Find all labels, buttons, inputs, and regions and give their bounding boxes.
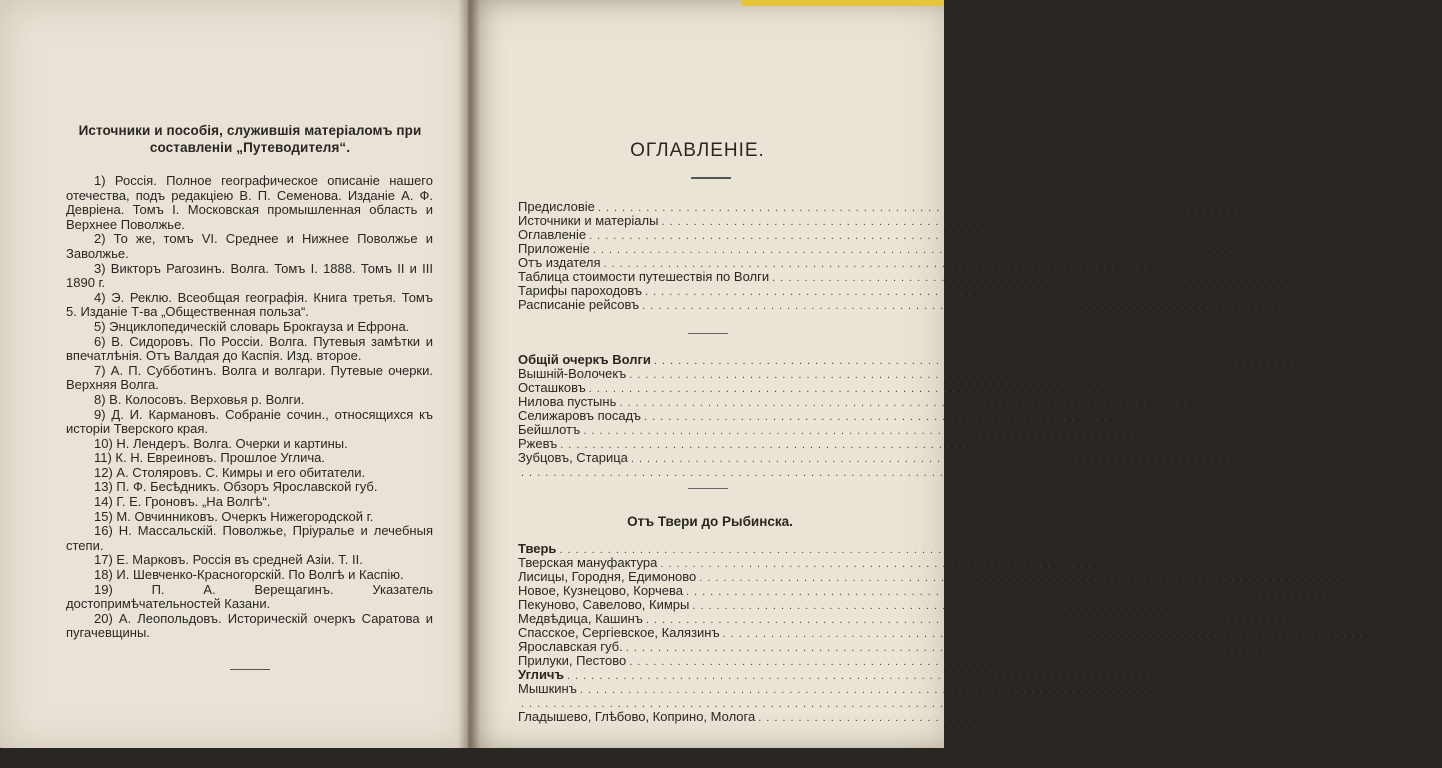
toc-entry [518,667,1237,682]
leader-dots: ................................................................................ [629,656,1274,668]
source-entry: 2) То же, томъ VI. Среднее и Нижнее Поволжье и Заволжье. [66,231,433,261]
toc-entry-label: Гладышево, Глѣбово, Коприно, Молога [518,709,756,724]
toc-entry-label: Осташковъ [518,380,586,395]
leader-dots: ................................................................................ [699,572,1344,584]
leader-dots: ................................................................................ [588,383,1234,395]
section-divider [688,488,728,489]
toc-entry-label: Тарифы пароходовъ [518,283,643,298]
yellow-page-tab [742,0,944,6]
toc-entry-label: Ярославская губ. [518,639,623,654]
section-2-title: Отъ Твери до Рыбинска. [627,514,793,529]
leader-dots: ................................................................................ [692,600,1337,612]
toc-entry-label: Селижаровъ посадъ [518,408,642,423]
toc-entry-label: Новое, Кузнецово, Корчева [518,583,683,598]
toc-entry-page: 50 [1284,653,1299,668]
toc-title: ОГЛАВЛЕНІЕ. [630,140,765,161]
sources-list [66,174,433,670]
toc-entry [518,611,1316,626]
toc-entry-label: Пекуново, Савелово, Кимры [518,597,690,612]
leader-dots: ................................................................................ [583,425,1228,437]
toc-entry-page: 28 [1176,464,1191,479]
section-divider [688,333,728,334]
source-entry: 17) Е. Марковъ. Россія въ средней Азіи. Т. II. [94,552,363,568]
toc-entry [518,597,1362,612]
toc-entry [518,436,1230,451]
toc-entry-label: Источники и матеріалы [518,213,659,228]
toc-entry-label: Мышкинъ [518,681,577,696]
toc-entry [518,555,1330,570]
toc-entry-page: 40 [1341,583,1356,598]
leader-dots: ................................................................................ [589,230,1234,242]
toc-entry [518,255,1274,270]
toc-entry-label: Тверская мануфактура [518,555,658,570]
toc-entry-page: 24 [1238,422,1253,437]
leader-dots: ................................................................................ [521,698,1166,710]
leader-dots: ................................................................................ [644,411,1289,423]
sources-title [60,122,440,156]
leader-dots: ................................................................................ [560,439,1205,451]
leader-dots: ................................................................................ [566,670,1212,682]
toc-entry-page: XIII [1292,297,1312,312]
toc-entry-label: Общій очеркъ Волги [518,352,651,367]
toc-entry-label: Медвѣдица, Кашинъ [518,611,643,626]
leader-dots: ................................................................................ [772,272,1417,284]
toc-entry [518,681,1250,696]
toc-entry [518,394,1289,409]
toc-entry-label: Бейшлотъ [518,422,581,437]
toc-entry-label: Оглавленіе [518,227,587,242]
toc-entry-page: 21 [1299,408,1314,423]
toc-entry [518,450,1301,465]
toc-front-matter [518,199,1442,312]
toc-entry-page: 50 [1222,667,1237,682]
toc-entry-label: Отъ издателя [518,255,601,270]
source-entry: 11) К. Н. Евреиновъ. Прошлое Углича. [94,450,326,466]
leader-dots: ................................................................................ [592,244,1238,256]
toc-entry-label: Ржевъ [518,436,558,451]
toc-entry-page: 29 [1315,555,1330,570]
toc-entry [518,297,1312,312]
source-entry: 6) В. Сидоровъ. По Россіи. Волга. Путевыя замѣтки и впечатлѣнія. Отъ Валдая до Каспія. Изд. второе. [66,333,433,364]
toc-entry-label: Таблица стоимости путешествія по Волги [518,269,770,284]
source-entry: 10) Н. Лендеръ. Волга. Очерки и картины. [94,435,348,451]
source-entry: 18) И. Шевченко-Красногорскій. По Волгѣ и Каспію. [94,567,404,583]
sources-title-line-1: Источники и пособія, служившія матеріаломъ при [78,123,422,138]
toc-entry [518,709,1428,724]
toc-entry-page: 1 [1291,366,1299,381]
toc-entry [518,380,1259,395]
toc-entry-label: Приложеніе [518,241,590,256]
toc-entry [518,625,1393,640]
toc-entry-page: 60 [1413,709,1428,724]
leader-dots: ................................................................................ [521,467,1166,479]
toc-entry [518,541,1204,556]
toc-entry-label: Предисловіе [518,199,595,214]
source-entry: 5) Энциклопедическій словарь Брокгауза и Ефрона. [94,318,410,334]
source-entry: 15) М. Овчинниковъ. Очеркъ Нижегородской г. [94,508,374,524]
leader-dots: ................................................................................ [686,586,1331,598]
toc-entry [518,583,1356,598]
toc-entry-page: 45 [1377,625,1393,640]
toc-entry-page: 59 [1176,695,1191,710]
leader-dots: ................................................................................ [758,712,1403,724]
title-rule [691,177,731,179]
toc-entry [518,227,1259,242]
toc-entry-page: VIII [1253,255,1274,270]
end-rule [230,669,270,670]
source-entry: 4) Э. Реклю. Всеобщая географія. Книга третья. Томъ 5. Изданіе Т-ва „Общественная польза“. [66,289,433,320]
leader-dots: ................................................................................ [629,369,1274,381]
toc-entry-page: X [1305,283,1315,298]
toc-entry-page: 37 [1354,569,1369,584]
toc-entry [518,283,1315,298]
leader-dots: ................................................................................ [625,642,1271,654]
toc-entry-label: Лисицы, Городня, Едимоново [518,569,697,584]
toc-entry-label: Зубцовъ, Старица [518,450,628,465]
toc-entry-label: Тверь [518,541,557,556]
toc-entry [518,422,1253,437]
toc-entry [518,569,1369,584]
toc-entry [518,464,1191,479]
toc-entry-page: 48 [1280,639,1296,654]
toc-section-1 [518,352,1314,479]
toc-entry [518,199,1268,214]
leader-dots: ................................................................................ [660,558,1305,570]
source-entry: 1) Россія. Полное географическое описаніе нашего отечества, подъ редакціею В. П. Семенова. Изданіе А. Ф. Девріена. Томъ I. Московская промышленная область и Верхнее Поволжье. [66,173,433,232]
toc-entry-label: Прилуки, Пестово [518,653,627,668]
toc-entry [518,639,1296,654]
toc-entry [518,269,1442,284]
toc-entry [518,366,1299,381]
leader-dots: ................................................................................ [661,216,1306,228]
toc-entry [518,695,1191,710]
source-entry: 16) Н. Массальскій. Поволжье, Пріуралье и лечебныя степи. [66,523,433,553]
toc-entry-page: 51 [1234,681,1250,696]
source-entry: 12) А. Столяровъ. С. Кимры и его обитатели. [94,464,366,480]
toc-entry-page: 41 [1347,597,1362,612]
toc-entry-label: Расписаніе рейсовъ [518,297,640,312]
leader-dots: ................................................................................ [603,258,1249,270]
toc-entry-page: 24 [1215,436,1230,451]
source-entry: 7) А. П. Субботинъ. Волга и волгари. Путевые очерки. Верхняя Волга. [66,362,433,393]
toc-entry [518,352,1299,367]
leader-dots: ................................................................................ [579,684,1225,696]
toc-entry-page: 20 [1274,394,1289,409]
source-entry: 19) П. А. Верещагинъ. Указатель достопримѣчательностей Казани. [66,581,433,612]
book-gutter [458,0,480,752]
toc-entry-page: 26 [1285,450,1301,465]
toc-entry [518,653,1299,668]
sources-title-line-2: составленіи „Путеводителя“. [149,140,351,155]
toc-entry-page: IX [1429,269,1442,284]
source-entry: 13) П. Ф. Бесѣдникъ. Обзоръ Ярославской губ. [94,479,378,495]
toc-entry-page: 42 [1300,611,1316,626]
toc-entry-page: V [1249,227,1259,242]
toc-entry-label: Угличъ [518,667,564,682]
source-entry: 14) Г. Е. Гроновъ. „На Волгѣ“. [94,494,271,510]
toc-entry-label: Спасское, Сергіевское, Калязинъ [518,625,720,640]
toc-entry-page: 18 [1243,380,1259,395]
toc-entry [518,241,1263,256]
leader-dots: ................................................................................ [630,453,1276,465]
leader-dots: ................................................................................ [645,614,1291,626]
toc-entry-page: IV [1318,213,1331,228]
leader-dots: ................................................................................ [642,300,1287,312]
leader-dots: ................................................................................ [597,202,1243,214]
toc-entry [518,213,1331,228]
toc-entry-label: Вышній-Волочекъ [518,366,627,381]
toc-entry-page: III [1256,199,1268,214]
toc-entry [518,408,1314,423]
leader-dots: ................................................................................ [619,397,1264,409]
toc-entry-label: Нилова пустынь [518,394,617,409]
leader-dots: ................................................................................ [559,544,1204,556]
source-entry: 9) Д. И. Кармановъ. Собраніе сочин., относящихся къ исторіи Тверского края. [66,406,433,437]
leader-dots: ................................................................................ [722,628,1368,640]
source-entry: 8) В. Колосовъ. Верховья р. Волги. [94,391,305,407]
toc-section-2 [518,541,1428,724]
leader-dots: ................................................................................ [645,286,1290,298]
source-entry: 20) А. Леопольдовъ. Историческій очеркъ Саратова и пугачевщины. [66,610,433,641]
source-entry: 3) Викторъ Рагозинъ. Волга. Томъ I. 1888. Томъ II и III 1890 г. [66,260,433,291]
toc-entry-page: VIII [1242,241,1263,256]
leader-dots: ................................................................................ [653,355,1299,367]
table-background [0,748,944,768]
